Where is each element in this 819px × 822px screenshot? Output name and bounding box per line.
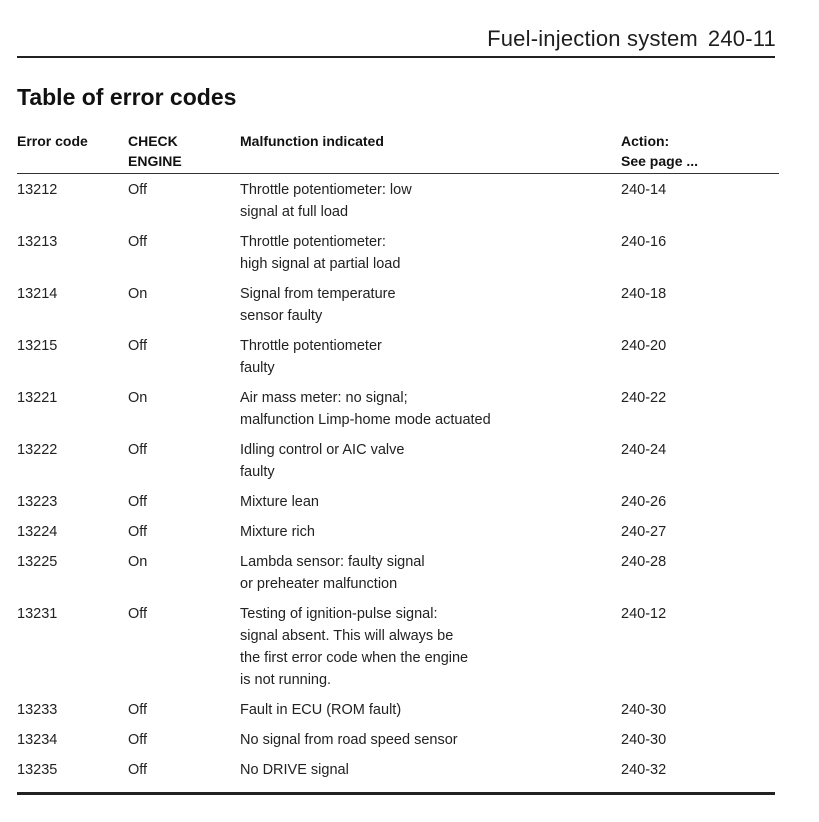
error-code-cell: 13212 [17,182,58,198]
running-head-page: 240-11 [707,26,776,51]
check-engine-cell: On [128,554,148,570]
malfunction-line: Testing of ignition-pulse signal: [240,606,438,622]
table-header-row [17,131,779,174]
malfunction-line: Throttle potentiometer: low [240,182,412,198]
check-engine-cell: Off [128,234,148,250]
malfunction-cell [240,724,621,754]
malfunction-cell [240,754,621,784]
check-engine-cell: On [128,390,148,406]
running-head-title: Fuel-injection system [487,26,698,51]
error-code-cell: 13215 [17,338,58,354]
action-page-cell: 240-30 [621,702,667,718]
action-page-cell: 240-12 [621,606,667,622]
col-header-malfunction-text: Malfunction indicated [240,133,384,149]
action-page-cell: 240-30 [621,732,667,748]
malfunction-line: Throttle potentiometer: [240,234,386,250]
action-page-cell: 240-27 [621,524,667,540]
col-header-error-code-text: Error code [17,133,88,149]
action-page-cell: 240-16 [621,234,667,250]
error-codes-table [17,131,779,784]
malfunction-cell [240,382,621,434]
action-page-cell: 240-14 [621,182,667,198]
col-header-action-line: See page ... [621,153,699,169]
malfunction-cell [240,546,621,598]
check-engine-cell: Off [128,442,148,458]
check-engine-cell: On [128,286,148,302]
running-head [487,26,776,52]
table-body [17,174,779,785]
check-engine-cell: Off [128,606,148,622]
malfunction-line: No signal from road speed sensor [240,732,458,748]
action-page-cell: 240-22 [621,390,667,406]
col-header-action [621,131,779,174]
malfunction-cell [240,434,621,486]
error-code-cell: 13234 [17,732,58,748]
malfunction-line: malfunction Limp-home mode actuated [240,412,491,428]
action-page-cell: 240-26 [621,494,667,510]
malfunction-line: Air mass meter: no signal; [240,390,408,406]
check-engine-cell: Off [128,182,148,198]
check-engine-cell: Off [128,732,148,748]
error-code-cell: 13235 [17,762,58,778]
malfunction-cell [240,516,621,546]
check-engine-cell: Off [128,702,148,718]
malfunction-cell [240,174,621,227]
action-page-cell: 240-18 [621,286,667,302]
table-row [17,174,779,227]
malfunction-line: Throttle potentiometer [240,338,382,354]
malfunction-line: sensor faulty [240,308,323,324]
error-code-cell: 13223 [17,494,58,510]
table-row [17,546,779,598]
col-header-error-code [17,131,128,174]
col-header-check-engine-line: CHECK [128,133,178,149]
malfunction-line: faulty [240,464,275,480]
error-code-cell: 13233 [17,702,58,718]
header-rule [17,56,775,58]
malfunction-line: Lambda sensor: faulty signal [240,554,425,570]
malfunction-line: No DRIVE signal [240,762,349,778]
error-code-cell: 13225 [17,554,58,570]
col-header-check-engine-line: ENGINE [128,153,182,169]
footer-rule [17,792,775,795]
malfunction-line: Mixture lean [240,494,319,510]
col-header-check-engine [128,131,240,174]
col-header-action-line: Action: [621,133,670,149]
table-row [17,694,779,724]
malfunction-line: the first error code when the engine [240,650,469,666]
error-code-cell: 13221 [17,390,58,406]
action-page-cell: 240-28 [621,554,667,570]
error-code-cell: 13214 [17,286,58,302]
col-header-malfunction [240,131,621,174]
table-title: Table of error codes [17,84,237,110]
malfunction-line: Signal from temperature [240,286,396,302]
error-code-cell: 13231 [17,606,58,622]
error-code-cell: 13213 [17,234,58,250]
table-row [17,434,779,486]
action-page-cell: 240-20 [621,338,667,354]
malfunction-cell [240,278,621,330]
malfunction-line: signal absent. This will always be [240,628,454,644]
malfunction-line: or preheater malfunction [240,576,398,592]
malfunction-line: Mixture rich [240,524,315,540]
malfunction-line: Fault in ECU (ROM fault) [240,702,402,718]
check-engine-cell: Off [128,524,148,540]
action-page-cell: 240-24 [621,442,667,458]
malfunction-line: is not running. [240,672,332,688]
error-code-cell: 13224 [17,524,58,540]
check-engine-cell: Off [128,494,148,510]
malfunction-line: high signal at partial load [240,256,401,272]
table-row [17,226,779,278]
table-row [17,598,779,694]
table-row [17,278,779,330]
check-engine-cell: Off [128,338,148,354]
table-row [17,754,779,784]
malfunction-line: Idling control or AIC valve [240,442,405,458]
action-page-cell: 240-32 [621,762,667,778]
table-row [17,486,779,516]
table-row [17,330,779,382]
error-code-cell: 13222 [17,442,58,458]
malfunction-line: faulty [240,360,275,376]
table-row [17,724,779,754]
malfunction-line: signal at full load [240,204,349,220]
malfunction-cell [240,486,621,516]
malfunction-cell [240,330,621,382]
table-row [17,382,779,434]
malfunction-cell [240,598,621,694]
table-row [17,516,779,546]
malfunction-cell [240,694,621,724]
check-engine-cell: Off [128,762,148,778]
malfunction-cell [240,226,621,278]
